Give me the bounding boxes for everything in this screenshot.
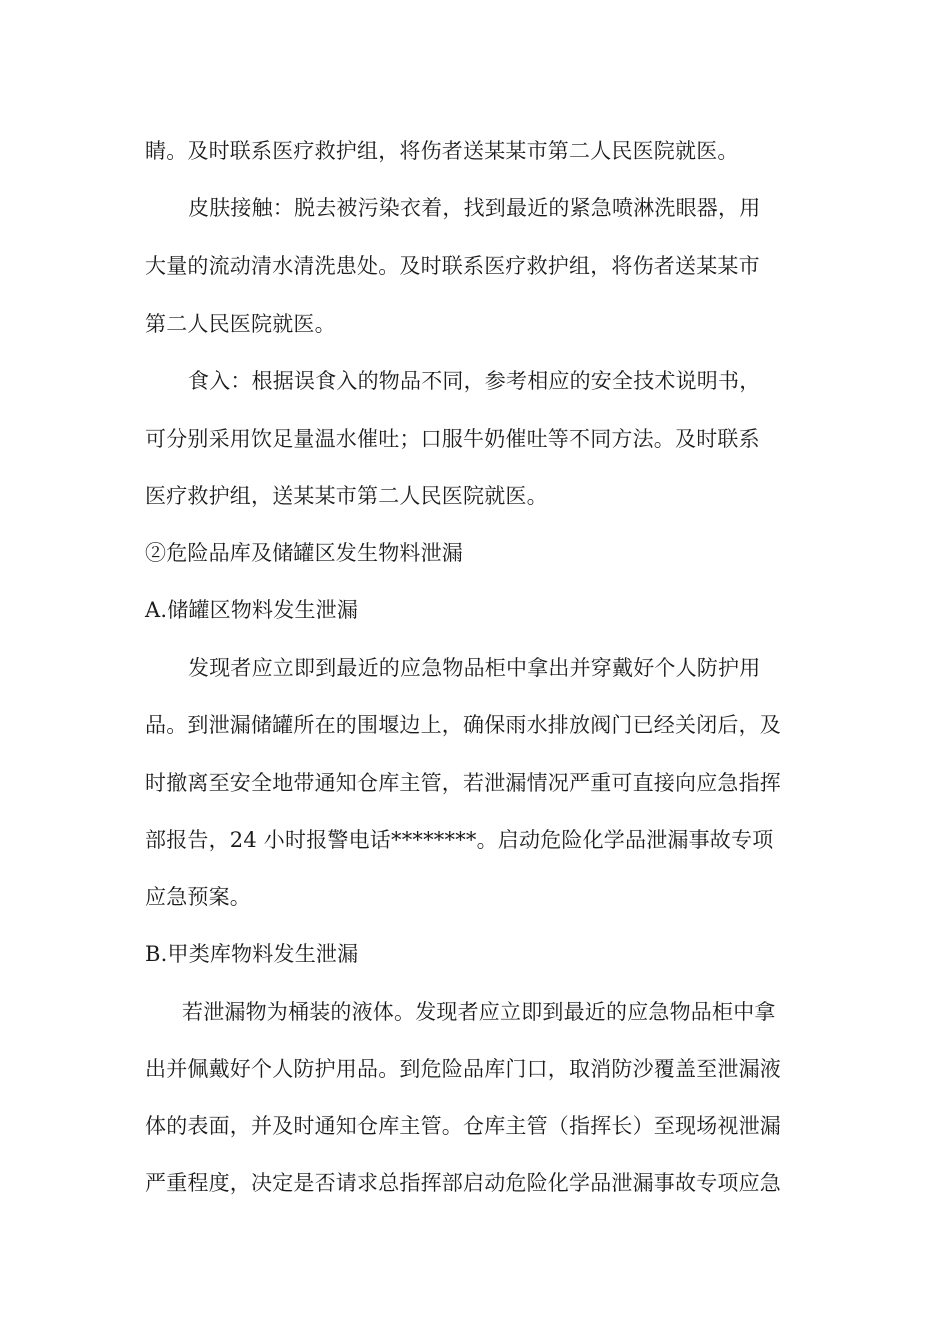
section-heading-2: ②危险品库及储罐区发生物料泄漏	[145, 541, 463, 565]
text-line-3: 大量的流动清水清洗患处。及时联系医疗救护组，将伤者送某某市	[145, 254, 760, 278]
text-line-11: 品。到泄漏储罐所在的围堰边上，确保雨水排放阀门已经关闭后，及	[145, 713, 781, 737]
text-line-17: 出并佩戴好个人防护用品。到危险品库门口，取消防沙覆盖至泄漏液	[145, 1057, 781, 1081]
text-line-2: 皮肤接触：脱去被污染衣着，找到最近的紧急喷淋洗眼器，用	[188, 196, 761, 220]
text-line-13: 部报告，24 小时报警电话********。启动危险化学品泄漏事故专项	[145, 828, 774, 852]
subheading-b: B.甲类库物料发生泄漏	[145, 942, 359, 966]
text-line-18: 体的表面，并及时通知仓库主管。仓库主管（指挥长）至现场视泄漏	[145, 1114, 781, 1138]
text-line-16: 若泄漏物为桶装的液体。发现者应立即到最近的应急物品柜中拿	[182, 1000, 776, 1024]
text-line-12: 时撤离至安全地带通知仓库主管，若泄漏情况严重可直接向应急指挥	[145, 771, 781, 795]
text-line-19: 严重程度，决定是否请求总指挥部启动危险化学品泄漏事故专项应急	[145, 1171, 781, 1195]
text-line-6: 可分别采用饮足量温水催吐；口服牛奶催吐等不同方法。及时联系	[145, 427, 760, 451]
text-line-5: 食入：根据误食入的物品不同，参考相应的安全技术说明书，	[188, 369, 761, 393]
text-line-14: 应急预案。	[145, 885, 251, 909]
text-line-1: 睛。及时联系医疗救护组，将伤者送某某市第二人民医院就医。	[145, 139, 739, 163]
text-line-10: 发现者应立即到最近的应急物品柜中拿出并穿戴好个人防护用	[188, 656, 761, 680]
text-line-4: 第二人民医院就医。	[145, 312, 336, 336]
subheading-a: A.储罐区物料发生泄漏	[145, 598, 359, 622]
text-line-7: 医疗救护组，送某某市第二人民医院就医。	[145, 484, 548, 508]
